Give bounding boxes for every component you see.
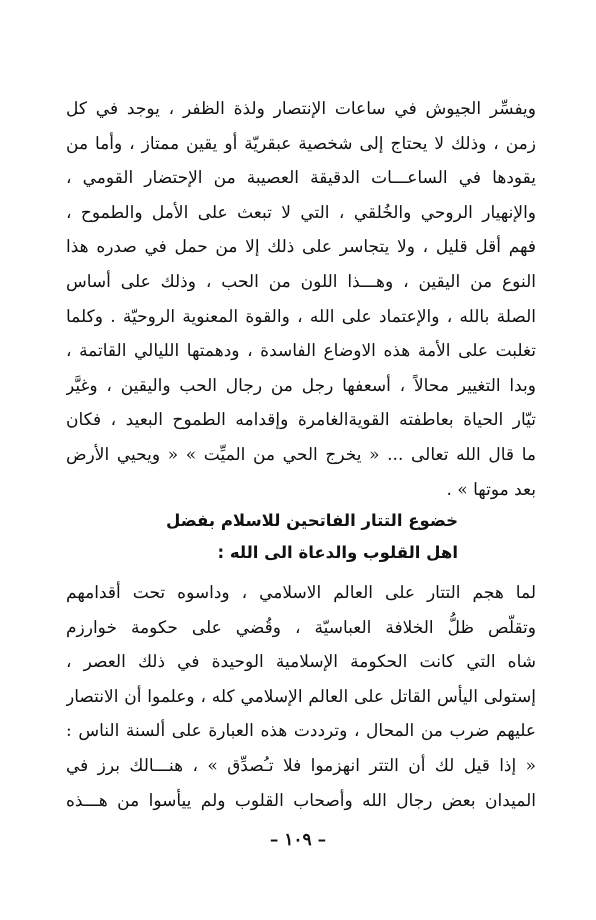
text-line: الميدان بعض رجال الله وأصحاب القلوب ولم ييأسوا من هـــذه xyxy=(66,790,536,811)
heading-line: اهل القلوب والدعاة الى الله : xyxy=(217,543,458,562)
text-line: بعد موتها » . xyxy=(446,479,536,500)
text-line: « إذا قيل لك أن التتر انهزموا فلا تـُصدِّق » ، هنـــالك برز في xyxy=(66,755,536,776)
text-line: ويفسِّر الجيوش في ساعات الإنتصار ولذة الظفر ، يوجد في كل xyxy=(66,99,536,119)
text-line: تيّار الحياة بعاطفته القويةالغامرة وإقدامه الطموح البعيد ، فكان xyxy=(66,410,536,431)
text-line: الصلة بالله ، والإعتماد على الله ، والقوة المعنوية الروحيّة . وكلما xyxy=(66,306,536,327)
text-line: عليهم ضرب من المحال ، وترددت هذه العبارة على ألسنة الناس : xyxy=(66,721,536,742)
text-line: النوع من اليقين ، وهـــذا اللون من الحب ، وذلك على أساس xyxy=(66,271,536,292)
text-line: وبدا التغيير محالاً ، أسعفها رجل من رجال الحب واليقين ، وغيَّر xyxy=(66,375,536,396)
text-line: فهم أقل قليل ، ولا يتجاسر على ذلك إلا من حمل في صدره هذا xyxy=(66,237,536,258)
text-line: تغلبت على الأمة هذه الاوضاع الفاسدة ، ودهمتها الليالي القاتمة ، xyxy=(66,341,536,362)
heading-line: خضوع التتار الفاتحين للاسلام بفضل xyxy=(166,511,458,530)
paragraph-1 xyxy=(66,92,536,507)
text-line: يقودها في الساعـــات الدقيقة العصيبة من الإحتضار القومي ، xyxy=(66,168,536,189)
text-line: ما قال الله تعالى ... « يخرج الحي من الميِّت » « ويحيي الأرض xyxy=(66,444,536,465)
text-line: إستولى اليأس القاتل على العالم الإسلامي كله ، وعلموا أن الانتصار xyxy=(66,686,536,707)
text-line: والإنهيار الروحي والخُلقي ، التي لا تبعث على الأمل والطموح ، xyxy=(66,202,536,223)
text-line: زمن ، وذلك لا يحتاج إلى شخصية عبقريّة أو يقين ممتاز ، وأما من xyxy=(66,133,536,154)
section-heading xyxy=(166,505,458,569)
page-number: – ١٠٩ – xyxy=(269,830,327,850)
text-line: وتقلّص ظلُّ الخلافة العباسيّة ، وقُضي على حكومة خوارزم xyxy=(66,617,536,638)
text-line: شاه التي كانت الحكومة الإسلامية الوحيدة في ذلك العصر ، xyxy=(66,652,536,673)
text-line: لما هجم التتار على العالم الاسلامي ، وداسوه تحت أقدامهم xyxy=(66,583,536,603)
paragraph-2 xyxy=(66,576,536,818)
